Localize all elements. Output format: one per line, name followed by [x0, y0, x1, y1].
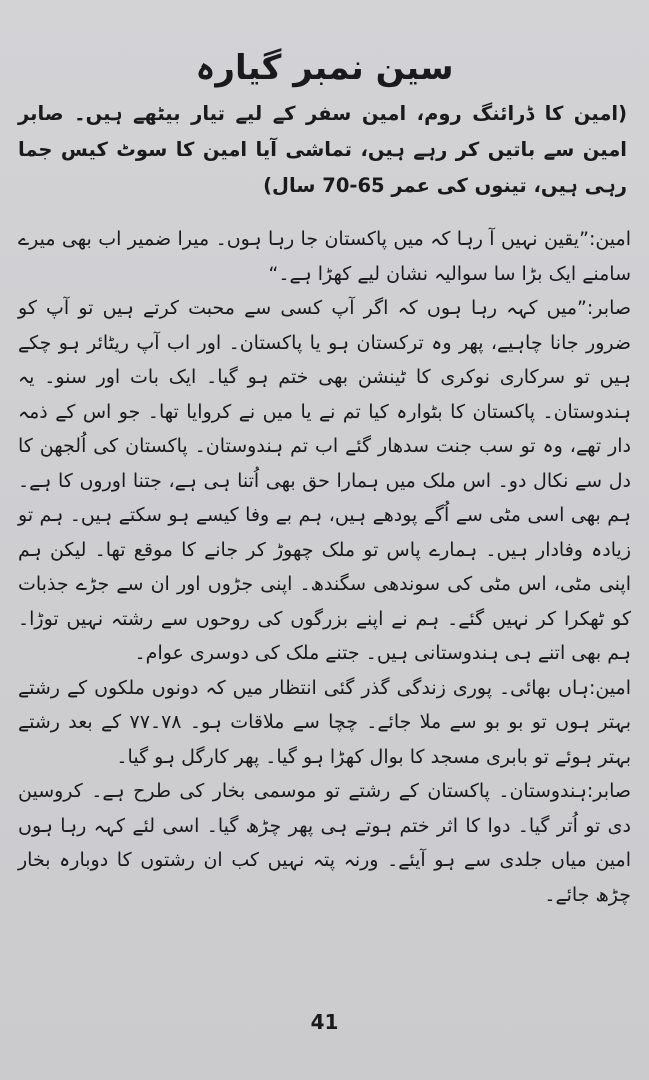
speaker-label: امین:: [588, 228, 631, 250]
speaker-label: صابر:: [586, 780, 631, 802]
stage-direction-text: (امین کا ڈرائنگ روم، امین سفر کے لیے تیار بیٹھے ہیں۔ صابر امین سے باتیں کر رہے ہیں، تماشی آیا امین کا سوٹ کیس جما رہی ہیں، تینوں کی عمر 65-70 سال): [18, 102, 627, 197]
stage-direction: [18, 96, 631, 204]
dialogue-line-amin-1: [18, 222, 631, 291]
dialogue-text: ”میں کہہ رہا ہوں کہ اگر آپ کسی سے محبت کرتے ہیں تو آپ کو ضرور جانا چاہیے، پھر وہ ترکستان ہو یا پاکستان۔ اور اب آپ ریٹائر ہو چکے ہیں تو سرکاری نوکری کا ٹینشن بھی ختم ہو گیا۔ ایک بات اور سنو۔ یہ ہندوستان۔ پاکستان کا بٹوارہ کیا تم نے یا میں نے کروایا تھا۔ جو اس کے ذمہ دار تھے، وہ تو سب جنت سدھار گئے اب تم ہندوستان۔ پاکستان کی اُلجھن کا دل سے نکال دو۔ اس ملک میں ہمارا حق بھی اُتنا ہی ہے، جتنا اوروں کا ہے۔ ہم بھی اسی مٹی سے اُگے پودھے ہیں، ہم بے وفا کیسے ہو سکتے ہیں۔ ہم تو زیادہ وفادار ہیں۔ ہمارے پاس تو ملک چھوڑ کر جانے کا موقع تھا۔ لیکن ہم اپنی مٹی، اس مٹی کی سوندھی سگندھ۔ اپنی جڑوں اور ان سے جڑے جذبات کو ٹھکرا کر نہیں گئے۔ ہم نے اپنے بزرگوں کی روحوں سے رشتہ نہیں توڑا۔ ہم بھی اتنے ہی ہندوستانی ہیں۔ جتنے ملک کی دوسری عوام۔: [18, 297, 631, 664]
dialogue-text: ہاں بھائی۔ پوری زندگی گذر گئی انتظار میں کہ دونوں ملکوں کے رشتے بہتر ہوں تو بو بو سے ملا جائے۔ چچا سے ملاقات ہو۔ ۷۸۔۷۷ کے بعد رشتے بہتر ہوئے تو بابری مسجد کا بوال کھڑا ہو گیا۔ پھر کارگل ہو گیا۔: [18, 676, 631, 768]
dialogue-text: ”یقین نہیں آ رہا کہ میں پاکستان جا رہا ہوں۔ میرا ضمیر اب بھی میرے سامنے ایک بڑا سا سوالیہ نشان لیے کھڑا ہے۔“: [18, 228, 631, 285]
page-number: 41: [310, 1010, 339, 1034]
dialogue-block: [18, 222, 631, 912]
dialogue-text: ہندوستان۔ پاکستان کے رشتے تو موسمی بخار کی طرح ہے۔ کروسین دی تو اُتر گیا۔ دوا کا اثر ختم ہوتے ہی پھر چڑھ گیا۔ اسی لئے کہہ رہا ہوں امین میاں جلدی سے ہو آیئے۔ ورنہ پتہ نہیں کب ان رشتوں کا دوبارہ بخار چڑھ جائے۔: [18, 780, 631, 906]
speaker-label: امین:: [588, 676, 631, 699]
scene-title: سین نمبر گیارہ: [195, 48, 454, 88]
dialogue-line-sabir-1: [18, 291, 631, 671]
dialogue-line-amin-2: [18, 671, 631, 775]
speaker-label: صابر:: [586, 297, 631, 319]
dialogue-line-sabir-2: [18, 774, 631, 912]
